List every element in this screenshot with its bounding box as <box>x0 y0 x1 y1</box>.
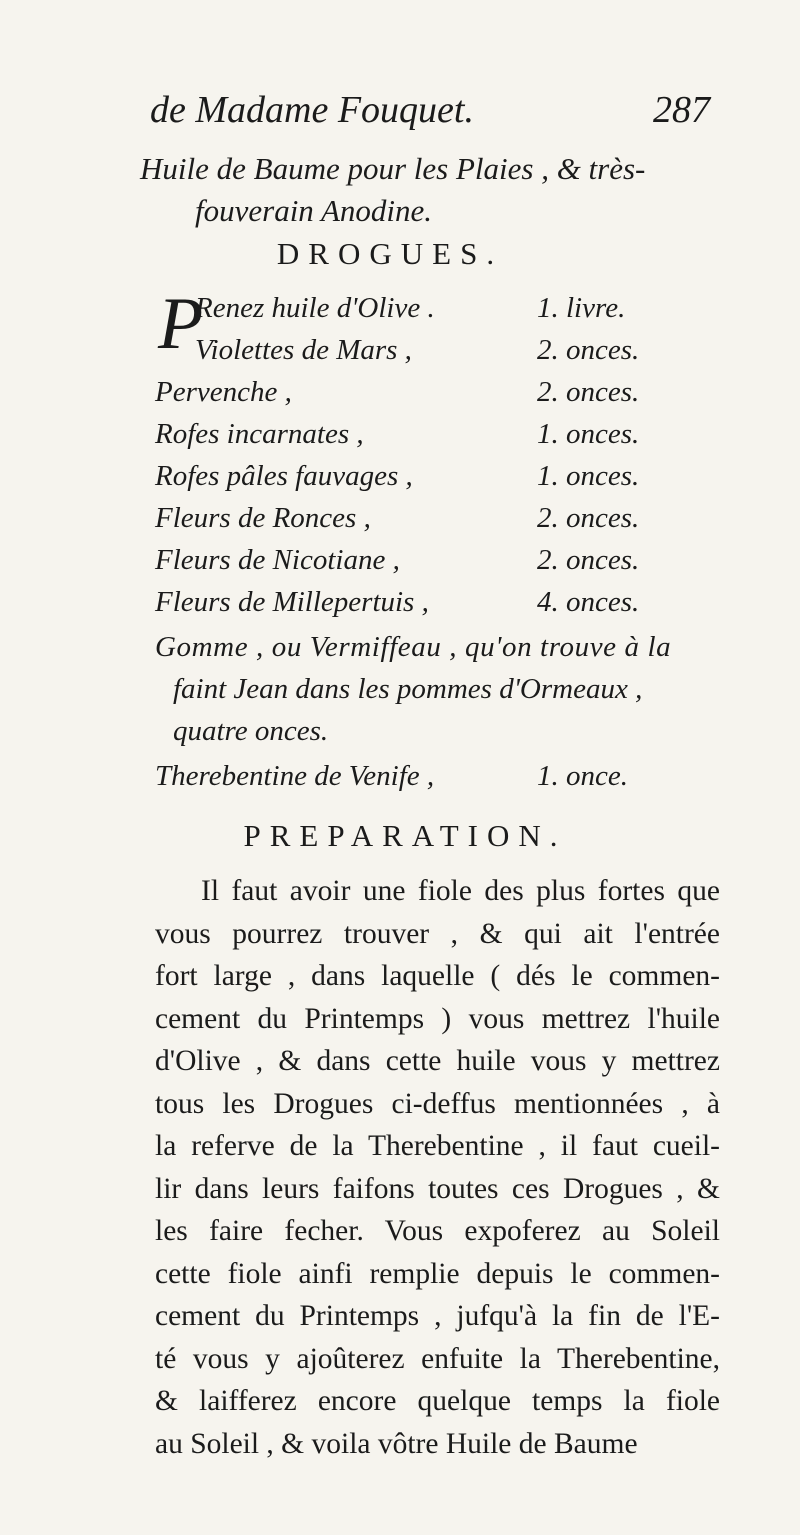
ingredient-name: Therebentine de Venife , <box>155 760 435 792</box>
ingredient-quantity: 1. onces. <box>537 418 640 450</box>
ingredient-row <box>155 544 715 584</box>
ingredient-row <box>155 460 715 500</box>
ingredient-name: Renez huile d'Olive . <box>195 292 435 324</box>
ingredient-quantity: 2. onces. <box>537 376 640 408</box>
text-line: tous les Drogues ci-deffus mentionnées , à <box>155 1087 720 1120</box>
text-line: vous pourrez trouver , & qui ait l'entrée <box>155 917 720 950</box>
gomme-line-1: Gomme , ou Vermiffeau , qu'on trouve à la <box>155 631 672 663</box>
ingredient-quantity: 1. onces. <box>537 460 640 492</box>
text-line: & laifferez encore quelque temps la fiole <box>155 1385 720 1417</box>
text-line: Il faut avoir une fiole des plus fortes que <box>201 875 720 907</box>
text-line: d'Olive , & dans cette huile vous y mettrez <box>155 1045 720 1077</box>
ingredient-row <box>155 502 715 542</box>
gomme-entry <box>155 626 715 752</box>
ingredient-quantity: 1. livre. <box>537 292 626 324</box>
ingredient-quantity: 2. onces. <box>537 544 640 576</box>
preparation-text <box>155 870 720 1465</box>
gomme-line-3: quatre onces. <box>173 715 329 747</box>
text-line: cement du Printemps ) vous mettrez l'huile <box>155 1002 720 1035</box>
ingredient-name: Rofes pâles fauvages , <box>155 460 413 492</box>
text-line: la referve de la Therebentine , il faut cueil- <box>155 1130 720 1162</box>
ingredient-name: Rofes incarnates , <box>155 418 364 450</box>
recipe-title <box>140 148 700 232</box>
ingredient-quantity: 2. onces. <box>537 502 640 534</box>
recipe-title-line-2: fouverain Anodine. <box>195 193 433 228</box>
page-number: 287 <box>653 89 710 131</box>
page-header <box>150 88 710 136</box>
recipe-title-line-1: Huile de Baume pour les Plaies , & très- <box>140 151 646 186</box>
preparation-heading: PREPARATION. <box>243 818 567 853</box>
ingredient-name: Pervenche , <box>155 376 292 408</box>
ingredient-quantity: 2. onces. <box>537 334 640 366</box>
ingredient-name: Fleurs de Nicotiane , <box>155 544 400 576</box>
drop-cap: P <box>158 283 204 365</box>
text-line: fort large , dans laquelle ( dés le commen- <box>155 960 720 992</box>
text-line: té vous y ajoûterez enfuite la Therebentine, <box>155 1342 720 1375</box>
text-line: lir dans leurs faifons toutes ces Drogues , & <box>155 1172 720 1205</box>
text-line: cette fiole ainfi remplie depuis le commen- <box>155 1257 720 1290</box>
ingredient-name: Fleurs de Ronces , <box>155 502 371 534</box>
ingredient-row <box>155 334 715 374</box>
ingredient-name: Violettes de Mars , <box>195 334 412 366</box>
ingredient-row <box>155 418 715 458</box>
therebentine-entry <box>155 760 715 800</box>
ingredient-row <box>155 586 715 626</box>
gomme-line-2: faint Jean dans les pommes d'Ormeaux , <box>173 673 643 705</box>
drogues-heading: DROGUES. <box>276 236 504 271</box>
text-line: cement du Printemps , jufqu'à la fin de l'E- <box>155 1300 720 1332</box>
text-line: au Soleil , & voila vôtre Huile de Baume <box>155 1427 638 1460</box>
text-line: les faire fecher. Vous expoferez au Soleil <box>155 1215 720 1247</box>
running-title: de Madame Fouquet. <box>150 89 474 131</box>
ingredient-row <box>155 292 715 332</box>
ingredient-quantity: 4. onces. <box>537 586 640 618</box>
ingredient-name: Fleurs de Millepertuis , <box>155 586 429 618</box>
ingredient-row <box>155 376 715 416</box>
ingredient-quantity: 1. once. <box>537 760 628 792</box>
